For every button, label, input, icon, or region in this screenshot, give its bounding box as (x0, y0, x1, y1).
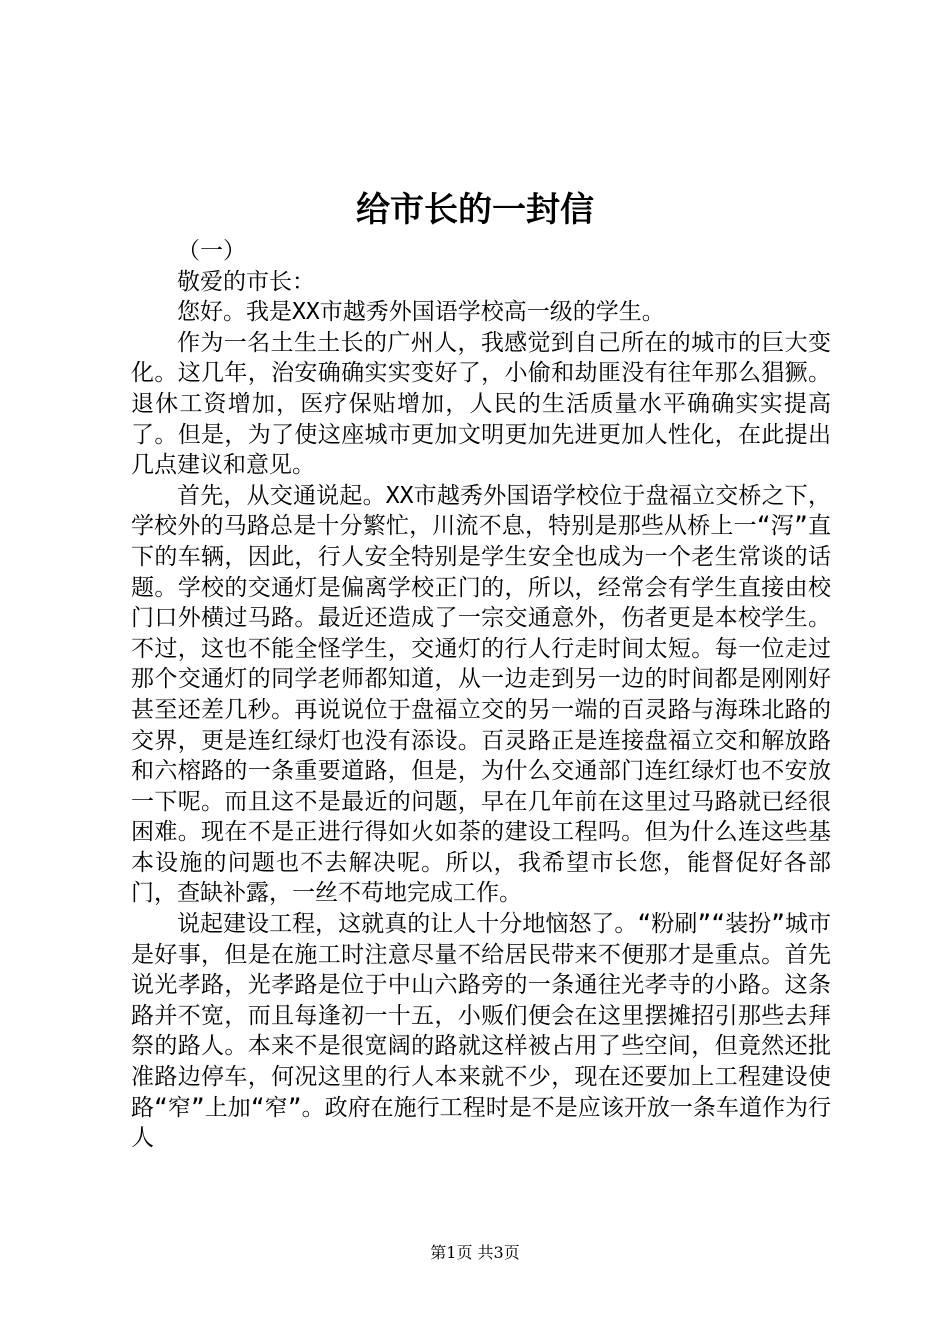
section-number: （一） (177, 238, 246, 264)
traffic-paragraph: 首先，从交通说起。XX市越秀外国语学校位于盘福立交桥之下，学校外的马路总是十分繁忙，川流不息，特别是那些从桥上一“泻”直下的车辆，因此，行人安全特别是学生安全也成为一个老生常谈的话题。学校的交通灯是偏离学校正门的，所以，经常会有学生直接由校门口外横过马路。最近还造成了一宗交通意外，伤者更是本校学生。不过，这也不能全怪学生，交通灯的行人行走时间太短。每一位走过那个交通灯的同学老师都知道，从一边走到另一边的时间都是刚刚好甚至还差几秒。再说说位于盘福立交的另一端的百灵路与海珠北路的交界，更是连红绿灯也没有添设。百灵路正是连接盘福立交和解放路和六榕路的一条重要道路，但是，为什么交通部门连红绿灯也不安放一下呢。而且这不是最近的问题，早在几年前在这里过马路就已经很困难。现在不是正进行得如火如荼的建设工程吗。但为什么连这些基本设施的问题也不去解决呢。所以，我希望市长您，能督促好各部门，查缺补露，一丝不苟地完成工作。 (131, 482, 831, 907)
greeting-paragraph: 您好。我是XX市越秀外国语学校高一级的学生。 (177, 299, 665, 326)
construction-paragraph: 说起建设工程，这就真的让人十分地恼怒了。“粉刷”“装扮”城市是好事，但是在施工时注意尽量不给居民带来不便那才是重点。首先说光孝路，光孝路是位于中山六路旁的一条通往光孝寺的小路。这条路并不宽，而且每逢初一十五，小贩们便会在这里摆摊招引那些去拜祭的路人。本来不是很宽阔的路就这样被占用了些空间，但竟然还批准路边停车，何况这里的行人本来就不少，现在还要加上工程建设使路“窄”上加“窄”。政府在施行工程时是不是应该开放一条车道作为行人 (131, 911, 831, 1152)
letter-body (131, 236, 831, 1154)
page-footer: 第1页 共3页 (430, 1243, 520, 1262)
intro-paragraph: 作为一名土生土长的广州人，我感觉到自己所在的城市的巨大变化。这几年，治安确确实实变好了，小偷和劫匪没有往年那么猖獗。退休工资增加，医疗保贴增加，人民的生活质量水平确确实实提高了。但是，为了使这座城市更加文明更加先进更加人性化，在此提出几点建议和意见。 (131, 329, 831, 479)
document-title: 给市长的一封信 (356, 190, 594, 230)
salutation: 敬爱的市长： (177, 268, 315, 295)
